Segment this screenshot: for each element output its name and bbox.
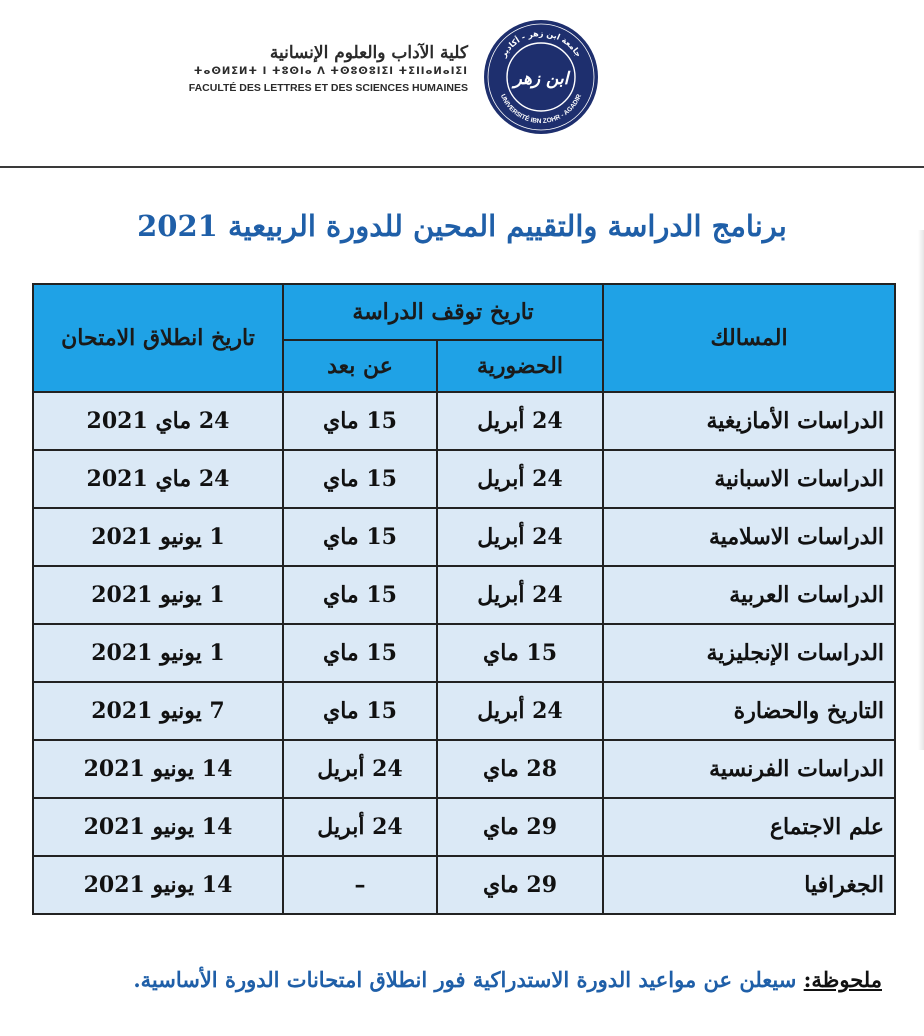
presential-cell: 24 أبريل (437, 392, 603, 450)
exam-cell: 14 يونيو 2021 (33, 798, 283, 856)
seal-arc-bottom-text: UNIVERSITÉ IBN ZOHR - AGADIR (498, 93, 584, 126)
track-cell: الدراسات العربية (603, 566, 895, 624)
seal-monogram: ابن زهر (513, 69, 569, 89)
presential-cell: 28 ماي (437, 740, 603, 798)
exam-cell: 1 يونيو 2021 (33, 566, 283, 624)
table-row (33, 566, 895, 624)
letterhead (0, 0, 924, 168)
table-row (33, 392, 895, 450)
presential-cell: 24 أبريل (437, 450, 603, 508)
table-row (33, 740, 895, 798)
note-text: سيعلن عن مواعيد الدورة الاستدراكية فور انطلاق امتحانات الدورة الأساسية. (133, 967, 804, 992)
page-title: برنامج الدراسة والتقييم المحين للدورة الربيعية 2021 (137, 209, 787, 243)
exam-cell: 24 ماي 2021 (33, 450, 283, 508)
remote-cell: 24 أبريل (283, 798, 437, 856)
remote-cell: 15 ماي (283, 450, 437, 508)
remote-cell: 24 أبريل (283, 740, 437, 798)
presential-cell: 24 أبريل (437, 566, 603, 624)
exam-cell: 14 يونيو 2021 (33, 856, 283, 914)
remote-cell: – (283, 856, 437, 914)
header-study-stop: تاريخ توقف الدراسة (283, 284, 603, 340)
university-seal-logo (482, 18, 600, 136)
remote-cell: 15 ماي (283, 624, 437, 682)
seal-arc-top-text: جامعة ابن زهر - أكادير (498, 29, 584, 59)
track-cell: الدراسات الفرنسية (603, 740, 895, 798)
track-cell: الدراسات الاسبانية (603, 450, 895, 508)
header-remote: عن بعد (283, 340, 437, 392)
faculty-name-arabic: كلية الآداب والعلوم الإنسانية (269, 43, 468, 63)
track-cell: الدراسات الإنجليزية (603, 624, 895, 682)
note-label: ملحوظة: (803, 967, 882, 992)
track-cell: الدراسات الاسلامية (603, 508, 895, 566)
exam-cell: 1 يونيو 2021 (33, 508, 283, 566)
table-row (33, 682, 895, 740)
presential-cell: 29 ماي (437, 856, 603, 914)
header-divider (0, 166, 924, 168)
footnote (32, 960, 882, 1000)
faculty-name-block (188, 42, 468, 96)
exam-cell: 7 يونيو 2021 (33, 682, 283, 740)
presential-cell: 24 أبريل (437, 508, 603, 566)
exam-cell: 14 يونيو 2021 (33, 740, 283, 798)
remote-cell: 15 ماي (283, 682, 437, 740)
table-header-row (33, 284, 895, 340)
exam-cell: 24 ماي 2021 (33, 392, 283, 450)
remote-cell: 15 ماي (283, 566, 437, 624)
table-row (33, 450, 895, 508)
track-cell: علم الاجتماع (603, 798, 895, 856)
schedule-table (32, 283, 896, 915)
track-cell: الدراسات الأمازيغية (603, 392, 895, 450)
table-row (33, 508, 895, 566)
faculty-name-tifinagh: ⵜⴰⵙⵍⵉⵍⵜ ⵏ ⵜⵓⵙⵏⴰ ⴷ ⵜⵙⵓⵙⵓⵏⵉⵏ ⵜⵉⵏⵏⴰⵍⴰⵏⵉⵏ (193, 66, 468, 77)
remote-cell: 15 ماي (283, 508, 437, 566)
presential-cell: 29 ماي (437, 798, 603, 856)
presential-cell: 24 أبريل (437, 682, 603, 740)
page-edge-shadow (918, 230, 924, 750)
table-row (33, 624, 895, 682)
remote-cell: 15 ماي (283, 392, 437, 450)
table-row (33, 856, 895, 914)
track-cell: الجغرافيا (603, 856, 895, 914)
exam-cell: 1 يونيو 2021 (33, 624, 283, 682)
header-track: المسالك (603, 284, 895, 392)
table-row (33, 798, 895, 856)
track-cell: التاريخ والحضارة (603, 682, 895, 740)
header-presential: الحضورية (437, 340, 603, 392)
presential-cell: 15 ماي (437, 624, 603, 682)
faculty-name-french: FACULTÉ DES LETTRES ET DES SCIENCES HUMAINES (188, 82, 468, 94)
header-exam-start: تاريخ انطلاق الامتحان (33, 284, 283, 392)
